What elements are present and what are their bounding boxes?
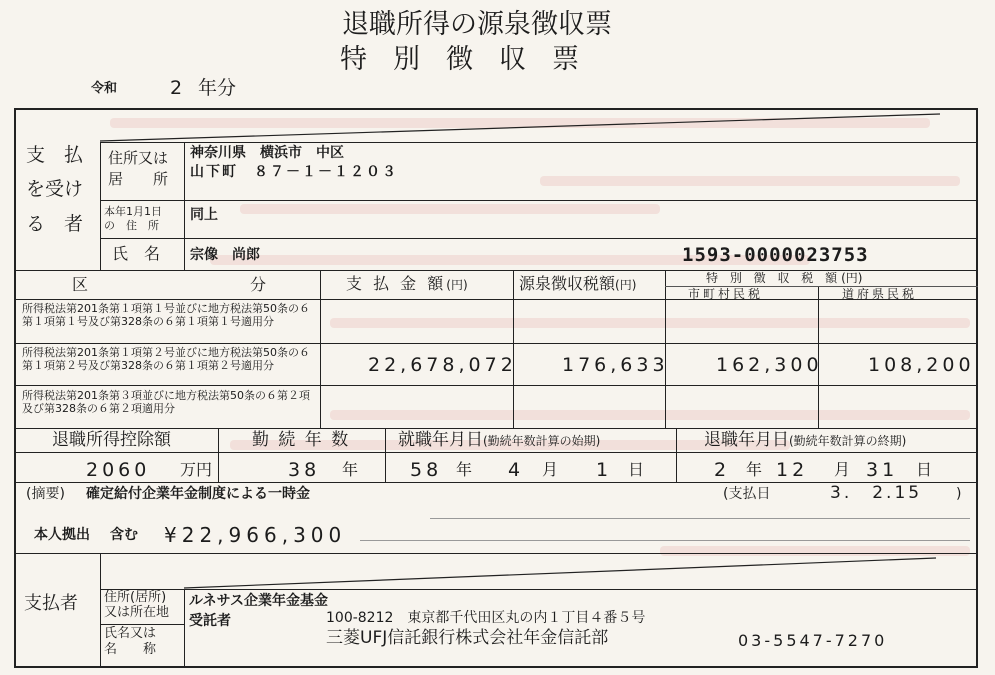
start-day: 1 (596, 459, 613, 481)
payer-name-label: 名 称 (104, 642, 157, 657)
era-suffix: 年分 (198, 77, 237, 99)
col-header-withholding: 源泉徴収税額(円) (519, 274, 637, 293)
table-row-desc: 所得税法第201条第１項第２号並びに地方税法第50条の６第１項第２号及び第328条の６第１項第２号適用分 (22, 346, 310, 372)
recipient-name: 宗像 尚郎 (190, 247, 260, 263)
deduction-unit: 万円 (180, 460, 213, 479)
start-month: 4 (508, 459, 525, 481)
end-year: 2 (714, 459, 731, 481)
contribution-included: 含む (110, 527, 138, 543)
address-label: 居 所 (108, 170, 169, 188)
payment-date-close: ) (956, 486, 962, 502)
payer-phone: 03-5547-7270 (738, 631, 888, 650)
jan1-address-value: 同上 (190, 207, 218, 223)
payment-date: 3. 2.15 (830, 483, 923, 503)
col-header-bun: 分 (250, 275, 267, 294)
start-day-unit: 日 (628, 460, 645, 479)
col-header-kubun: 区 (72, 275, 89, 294)
recipient-address-line2: 山下町 ８７－１－１２０３ (190, 164, 398, 180)
summary-label: (摘要) (26, 486, 65, 502)
name-label: 氏 名 (112, 244, 161, 263)
payment-amount: 22,678,072 (368, 354, 517, 376)
col-header-pref: 道府県民税 (842, 287, 918, 301)
col-header-special: 特 別 徴 収 税 額(円) (706, 271, 863, 285)
form-title: 退職所得の源泉徴収票 (342, 9, 612, 40)
jan1-address-label: 本年1月1日 (104, 205, 162, 218)
contribution-amount: ¥22,966,300 (164, 523, 347, 547)
recipient-address-line1: 神奈川県 横浜市 中区 (190, 145, 344, 161)
payer-address-label: 住所(居所) (104, 590, 167, 605)
payer-postal-address: 100-8212 東京都千代田区丸の内１丁目４番５号 (326, 610, 646, 626)
form-subtitle: 特別徴収票 (340, 44, 605, 75)
pref-tax: 108,200 (868, 354, 975, 376)
col-header-payment: 支 払 金 額(円) (346, 274, 468, 293)
payer-org-name: ルネサス企業年金基金 (189, 593, 329, 609)
deduction-value: 2060 (86, 459, 151, 481)
summary-guide-line (360, 540, 970, 541)
contribution-label: 本人拠出 (34, 527, 90, 543)
payer-name-label: 氏名又は (104, 626, 157, 641)
end-month: 12 (776, 459, 809, 481)
payer-address-label: 又は所在地 (104, 605, 170, 620)
table-row-desc: 所得税法第201条第１項第１号並びに地方税法第50条の６第１項第１号及び第328条の６第１項第１号適用分 (22, 302, 310, 328)
jan1-address-label: の 住 所 (104, 219, 159, 232)
col-header-city: 市町村民税 (688, 287, 764, 301)
start-year: 58 (410, 459, 443, 481)
start-date-label: 就職年月日(勤続年数計算の始期) (398, 430, 601, 450)
end-date-label: 退職年月日(勤続年数計算の終期) (704, 430, 907, 450)
era-label: 令和 (91, 81, 118, 96)
era-year: 2 (170, 77, 183, 99)
end-day: 31 (866, 459, 899, 481)
summary-text: 確定給付企業年金制度による一時金 (86, 486, 310, 502)
end-month-unit: 月 (834, 460, 851, 479)
payer-section-label: 支払者 (24, 593, 78, 614)
city-tax: 162,300 (716, 354, 823, 376)
years-value: 38 (288, 459, 321, 481)
table-row-desc: 所得税法第201条第３項並びに地方税法第50条の６第２項及び第328条の６第２項適用分 (22, 389, 310, 415)
summary-guide-line (430, 518, 970, 519)
withholding-tax: 176,633 (562, 354, 669, 376)
years-unit: 年 (342, 460, 359, 479)
trustee-name: 三菱UFJ信託銀行株式会社年金信託部 (326, 628, 609, 648)
address-label: 住所又は (108, 149, 169, 167)
years-label: 勤 続 年 数 (252, 430, 351, 450)
deduction-label: 退職所得控除額 (52, 430, 171, 450)
recipient-id-number: 1593-0000023753 (682, 244, 869, 266)
end-year-unit: 年 (746, 460, 763, 479)
payment-date-label: (支払日 (723, 486, 771, 502)
start-year-unit: 年 (456, 460, 473, 479)
trustee-label: 受託者 (189, 613, 231, 629)
start-month-unit: 月 (542, 460, 559, 479)
end-day-unit: 日 (916, 460, 933, 479)
